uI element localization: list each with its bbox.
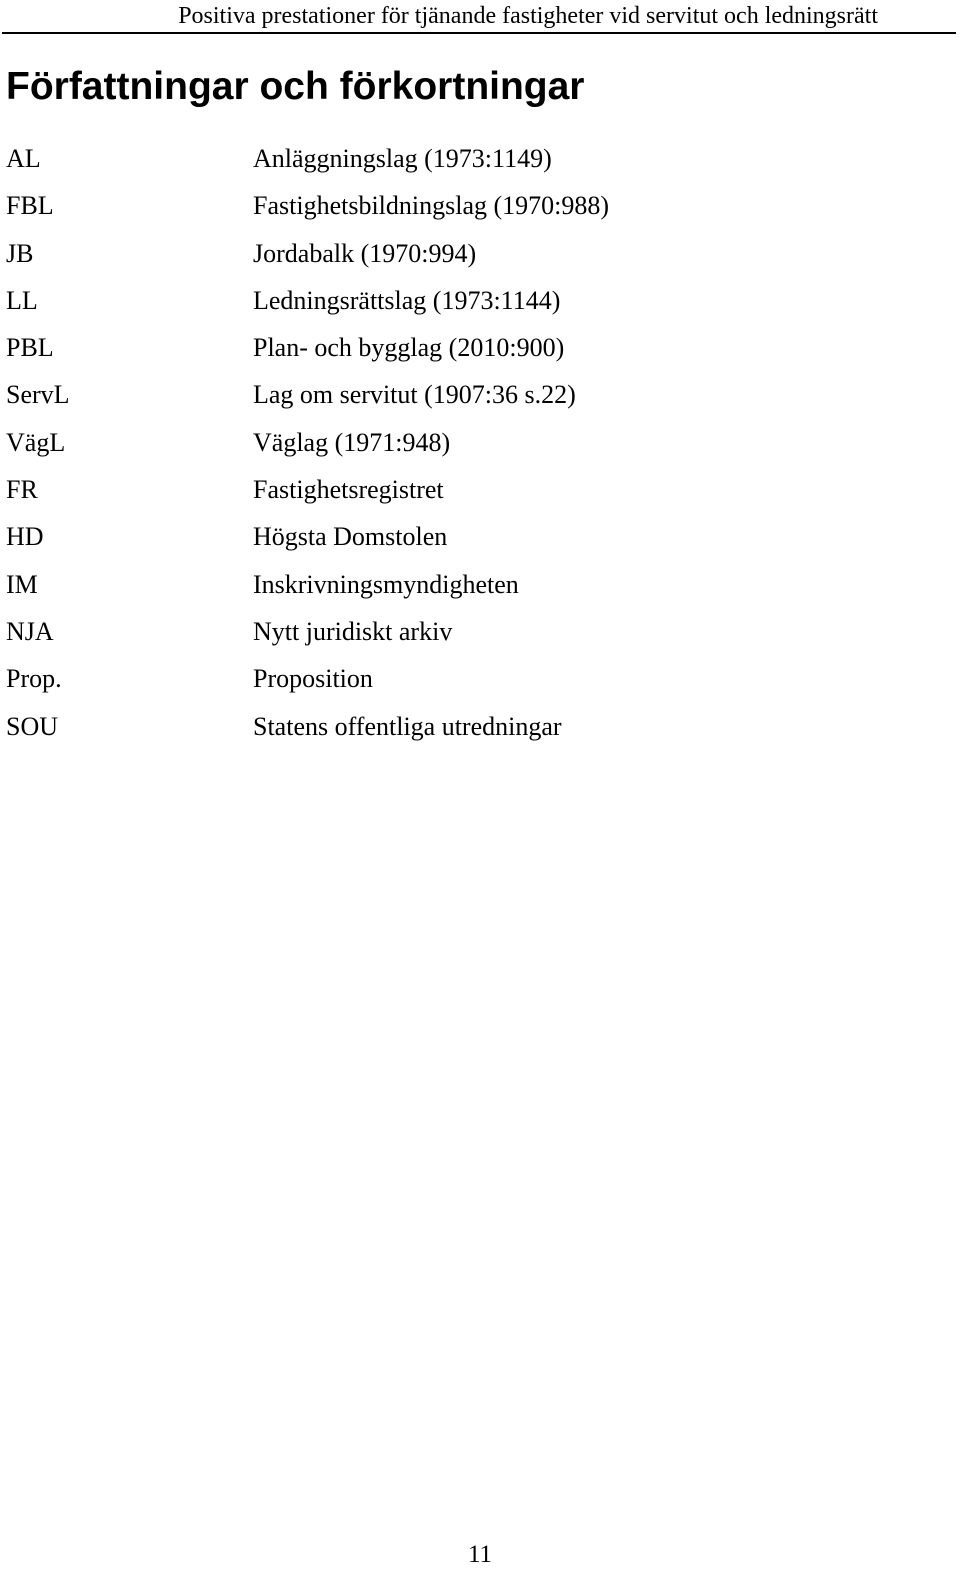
running-header [0, 0, 960, 34]
abbreviation-row [0, 371, 960, 418]
abbreviation-term: FR [6, 475, 38, 505]
abbreviation-term: NJA [6, 616, 54, 646]
abbreviation-term: HD [6, 522, 44, 552]
abbreviation-term: ServL [6, 380, 70, 410]
abbreviation-definition: Jordabalk (1970:994) [253, 238, 477, 268]
abbreviation-row [0, 324, 960, 371]
abbreviation-definition: Statens offentliga utredningar [253, 711, 562, 741]
page-title: Författningar och förkortningar [6, 65, 585, 108]
abbreviation-term: IM [6, 569, 38, 599]
abbreviation-definition: Fastighetsbildningslag (1970:988) [253, 191, 610, 221]
abbreviation-row [0, 135, 960, 182]
abbreviation-term: FBL [6, 191, 54, 221]
abbreviation-row [0, 466, 960, 513]
abbreviation-row [0, 513, 960, 560]
abbreviation-definition: Lag om servitut (1907:36 s.22) [253, 380, 576, 410]
abbreviation-definition: Proposition [253, 664, 373, 694]
abbreviation-row [0, 230, 960, 277]
abbreviation-row [0, 608, 960, 655]
abbreviation-definition: Inskrivningsmyndigheten [253, 569, 519, 599]
abbreviation-definition: Anläggningslag (1973:1149) [253, 144, 552, 173]
abbreviation-row [0, 655, 960, 702]
abbreviation-term: PBL [6, 333, 54, 363]
abbreviation-term: Prop. [6, 664, 62, 694]
abbreviation-term: VägL [6, 427, 66, 457]
abbreviation-row [0, 182, 960, 229]
abbreviation-definition: Högsta Domstolen [253, 522, 448, 552]
running-header-title: Positiva prestationer för tjänande fastigheter vid servitut och ledningsrätt [178, 3, 878, 29]
abbreviation-term: SOU [6, 711, 59, 741]
abbreviation-term: LL [6, 285, 38, 315]
header-rule [2, 32, 956, 34]
abbreviation-row [0, 703, 960, 750]
abbreviation-row [0, 561, 960, 608]
abbreviation-definition: Plan- och bygglag (2010:900) [253, 333, 565, 363]
abbreviation-term: JB [6, 238, 34, 268]
abbreviation-definition: Nytt juridiskt arkiv [253, 616, 453, 646]
abbreviation-definition: Ledningsrättslag (1973:1144) [253, 285, 561, 315]
abbreviation-row [0, 277, 960, 324]
abbreviation-row [0, 419, 960, 466]
abbreviation-definition: Väglag (1971:948) [253, 427, 451, 457]
abbreviation-definition: Fastighetsregistret [253, 475, 444, 505]
abbreviation-term: AL [6, 144, 41, 173]
page-number: 11 [467, 1541, 493, 1568]
abbreviation-list [0, 135, 960, 750]
